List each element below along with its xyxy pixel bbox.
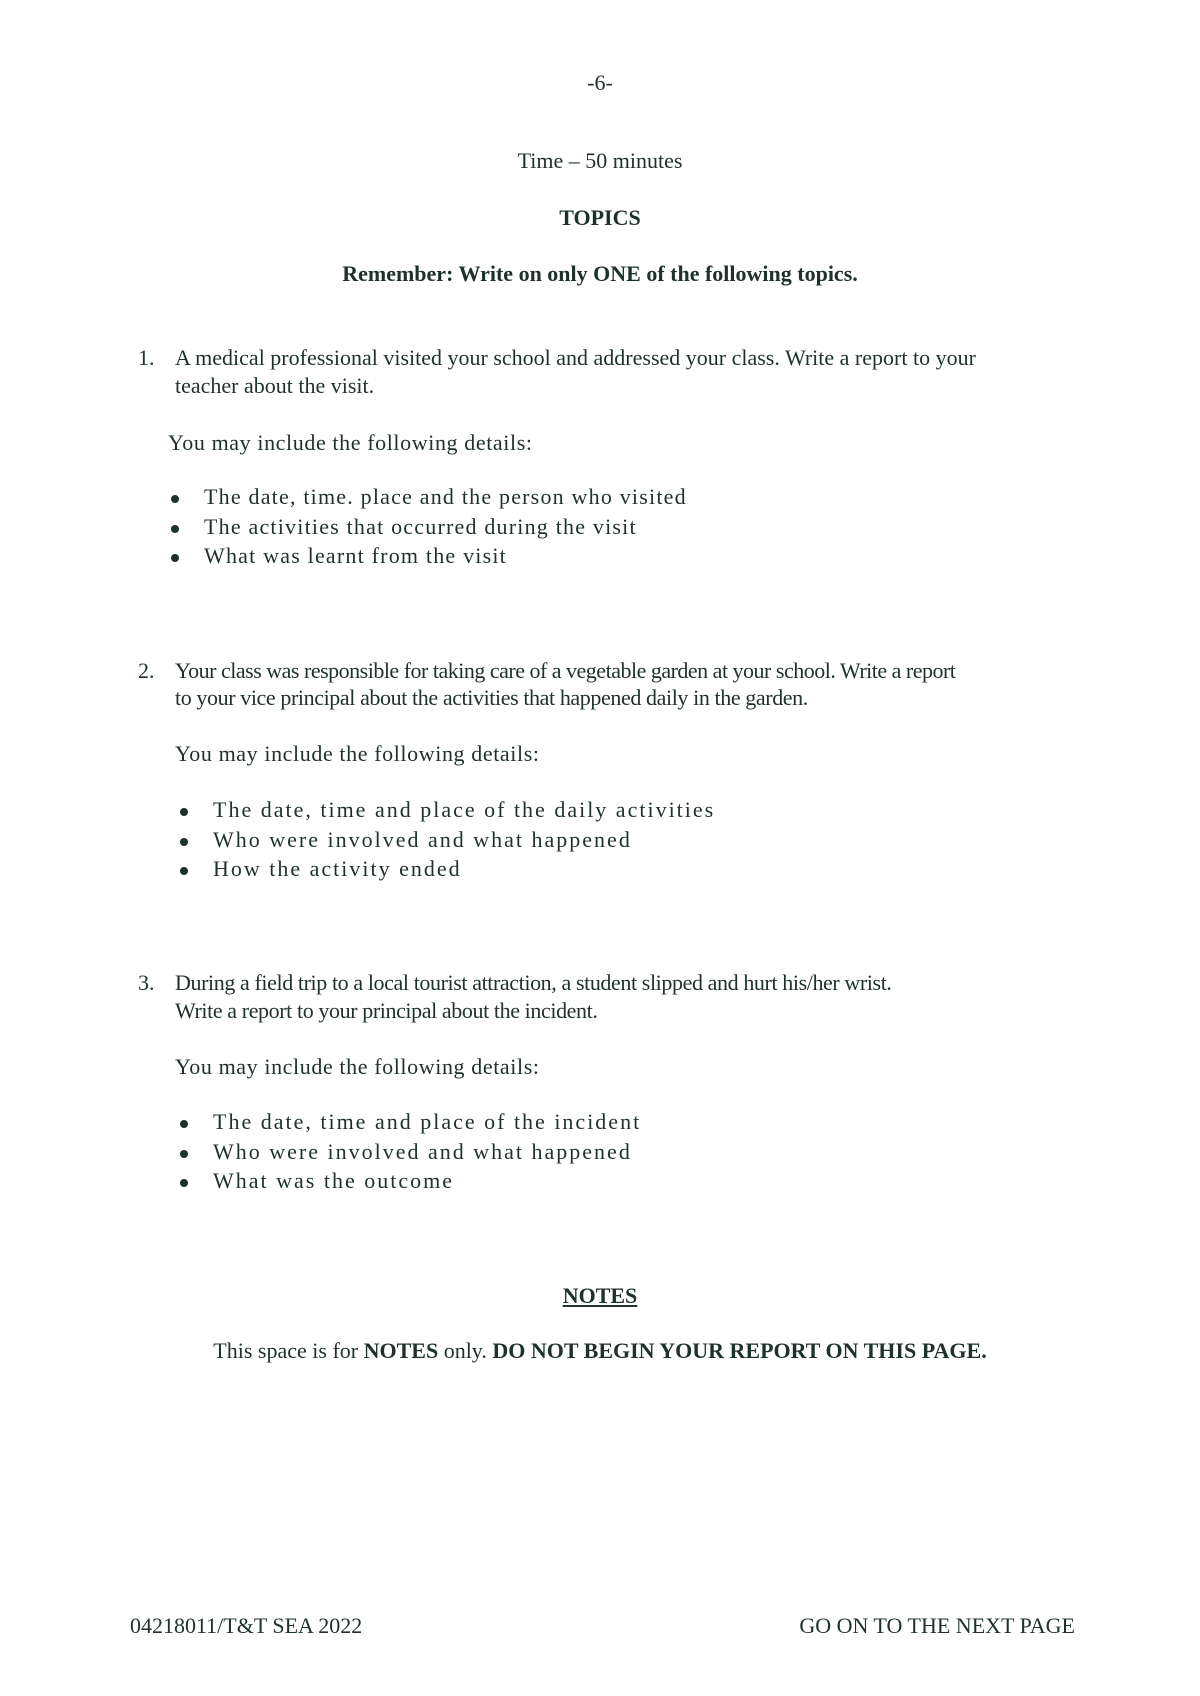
bullet-icon [180,838,188,846]
bullet-icon [171,525,179,533]
topic-text-line2: Write a report to your principal about the incident. [175,998,598,1023]
topic-text-line1: During a field trip to a local tourist attraction, a student slipped and hurt his/her wrist. [175,970,892,995]
topic-number: 2. [138,658,155,683]
detail-item: What was the outcome [213,1168,454,1193]
topic-text-line1: Your class was responsible for taking care of a vegetable garden at your school. Write a report [175,658,956,683]
topic-number: 3. [138,970,155,995]
detail-item: How the activity ended [213,856,462,881]
bullet-icon [180,1120,188,1128]
detail-item: The date, time and place of the daily activities [213,797,716,822]
detail-item: Who were involved and what happened [213,827,632,852]
details-intro: You may include the following details: [175,1054,540,1079]
bullet-icon [180,1179,188,1187]
page-heading: TOPICS [559,205,641,230]
topic-text-line2: to your vice principal about the activities that happened daily in the garden. [175,685,808,710]
detail-item: Who were involved and what happened [213,1139,632,1164]
detail-item: The date, time. place and the person who visited [204,484,687,509]
page-number: -6- [587,70,613,95]
details-intro: You may include the following details: [168,430,533,455]
notes-text-notes: NOTES [363,1338,439,1363]
bullet-icon [171,495,179,503]
topic-text-line2: teacher about the visit. [175,373,375,398]
time-limit: Time – 50 minutes [517,148,683,173]
detail-item: The date, time and place of the incident [213,1109,642,1134]
detail-item: The activities that occurred during the visit [204,514,637,539]
bullet-icon [171,554,179,562]
bullet-icon [180,1150,188,1158]
bullet-icon [180,808,188,816]
details-intro: You may include the following details: [175,741,540,766]
detail-item: What was learnt from the visit [204,543,507,568]
footer-next-page: GO ON TO THE NEXT PAGE [799,1613,1075,1638]
topic-number: 1. [138,345,155,370]
notes-title: NOTES [562,1283,638,1308]
notes-text-warning: DO NOT BEGIN YOUR REPORT ON THIS PAGE. [492,1338,987,1363]
notes-text-middle: only. [438,1338,493,1363]
notes-text-prefix: This space is for [213,1338,364,1363]
topic-text-line1: A medical professional visited your school and addressed your class. Write a report to your [175,345,976,370]
notes-instruction [0,1338,1200,1364]
footer-code: 04218011/T&T SEA 2022 [130,1613,363,1638]
instruction: Remember: Write on only ONE of the following topics. [342,261,858,286]
bullet-icon [180,867,188,875]
